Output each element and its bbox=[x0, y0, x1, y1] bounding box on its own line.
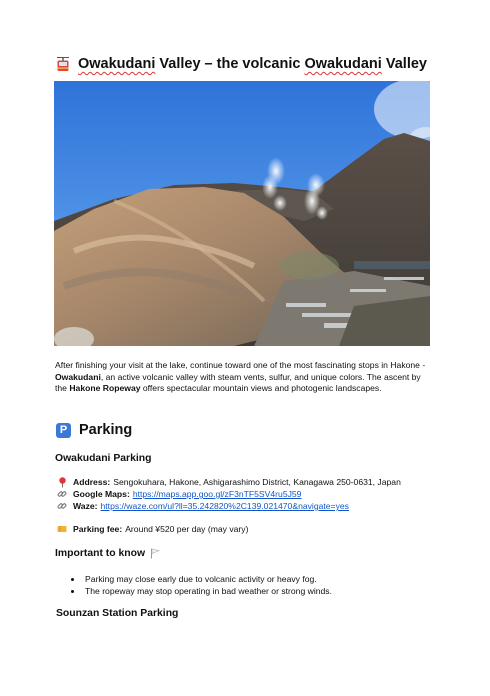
list-item-text: Parking may close early due to volcanic activity or heavy fog. bbox=[85, 574, 317, 584]
google-maps-line bbox=[57, 489, 301, 499]
important-heading-text: Important to know bbox=[55, 548, 146, 559]
important-list bbox=[71, 573, 332, 598]
intro-paragraph bbox=[55, 360, 431, 395]
title-text-end: Valley bbox=[381, 56, 427, 72]
aerial-tramway-icon bbox=[56, 56, 70, 72]
list-item bbox=[71, 585, 332, 597]
title-word-owakudani-2: Owakudani bbox=[304, 56, 382, 72]
list-item-text: The ropeway may stop operating in bad weather or strong winds. bbox=[85, 586, 332, 597]
bullet-dot bbox=[71, 578, 74, 581]
link-icon bbox=[57, 489, 67, 499]
page-title bbox=[56, 56, 436, 72]
intro-bold-ropeway: Hakone Ropeway bbox=[69, 383, 141, 394]
link-icon bbox=[57, 501, 67, 511]
parking-heading bbox=[56, 422, 132, 438]
intro-text-3: offers spectacular mountain views and photogenic landscapes. bbox=[140, 383, 382, 394]
intro-bold-owakudani: Owakudani bbox=[55, 371, 101, 382]
title-text: Valley – the volcanic bbox=[155, 56, 305, 72]
ticket-icon bbox=[57, 524, 67, 534]
round-pushpin-icon bbox=[57, 477, 67, 487]
parking-fee-line bbox=[57, 524, 248, 534]
intro-text-2: , an active volcanic valley with steam vents, sulfur, and unique colors. The ascent by the bbox=[55, 371, 421, 394]
parking-icon: P bbox=[56, 423, 71, 438]
waze-label: Waze: bbox=[73, 501, 98, 511]
intro-text-1: After finishing your visit at the lake, continue toward one of the most fascinating stops in Hakone - bbox=[55, 360, 426, 370]
parking-fee-value: Around ¥520 per day (may vary) bbox=[125, 524, 249, 534]
important-heading bbox=[55, 548, 160, 559]
address-line bbox=[57, 477, 401, 487]
google-maps-link[interactable]: https://maps.app.goo.gl/zF3nTF5SV4ru5J59 bbox=[132, 489, 302, 499]
address-label: Address: bbox=[73, 477, 111, 487]
owakudani-valley-photo bbox=[54, 81, 430, 346]
google-maps-label: Google Maps: bbox=[73, 489, 130, 499]
waze-line bbox=[57, 501, 349, 511]
owakudani-parking-heading: Owakudani Parking bbox=[55, 453, 152, 464]
waze-link[interactable]: https://waze.com/ul?ll=35.242820%2C139.021470&navigate=yes bbox=[100, 501, 349, 511]
list-item bbox=[71, 573, 332, 585]
parking-heading-text: Parking bbox=[79, 422, 133, 438]
white-flag-icon bbox=[150, 548, 160, 559]
address-value: Sengokuhara, Hakone, Ashigarashimo District, Kanagawa 250-0631, Japan bbox=[113, 477, 401, 487]
bullet-dot bbox=[71, 590, 74, 593]
parking-fee-label: Parking fee: bbox=[73, 524, 123, 534]
title-word-owakudani: Owakudani bbox=[78, 56, 156, 72]
sounzan-parking-heading: Sounzan Station Parking bbox=[56, 608, 179, 619]
